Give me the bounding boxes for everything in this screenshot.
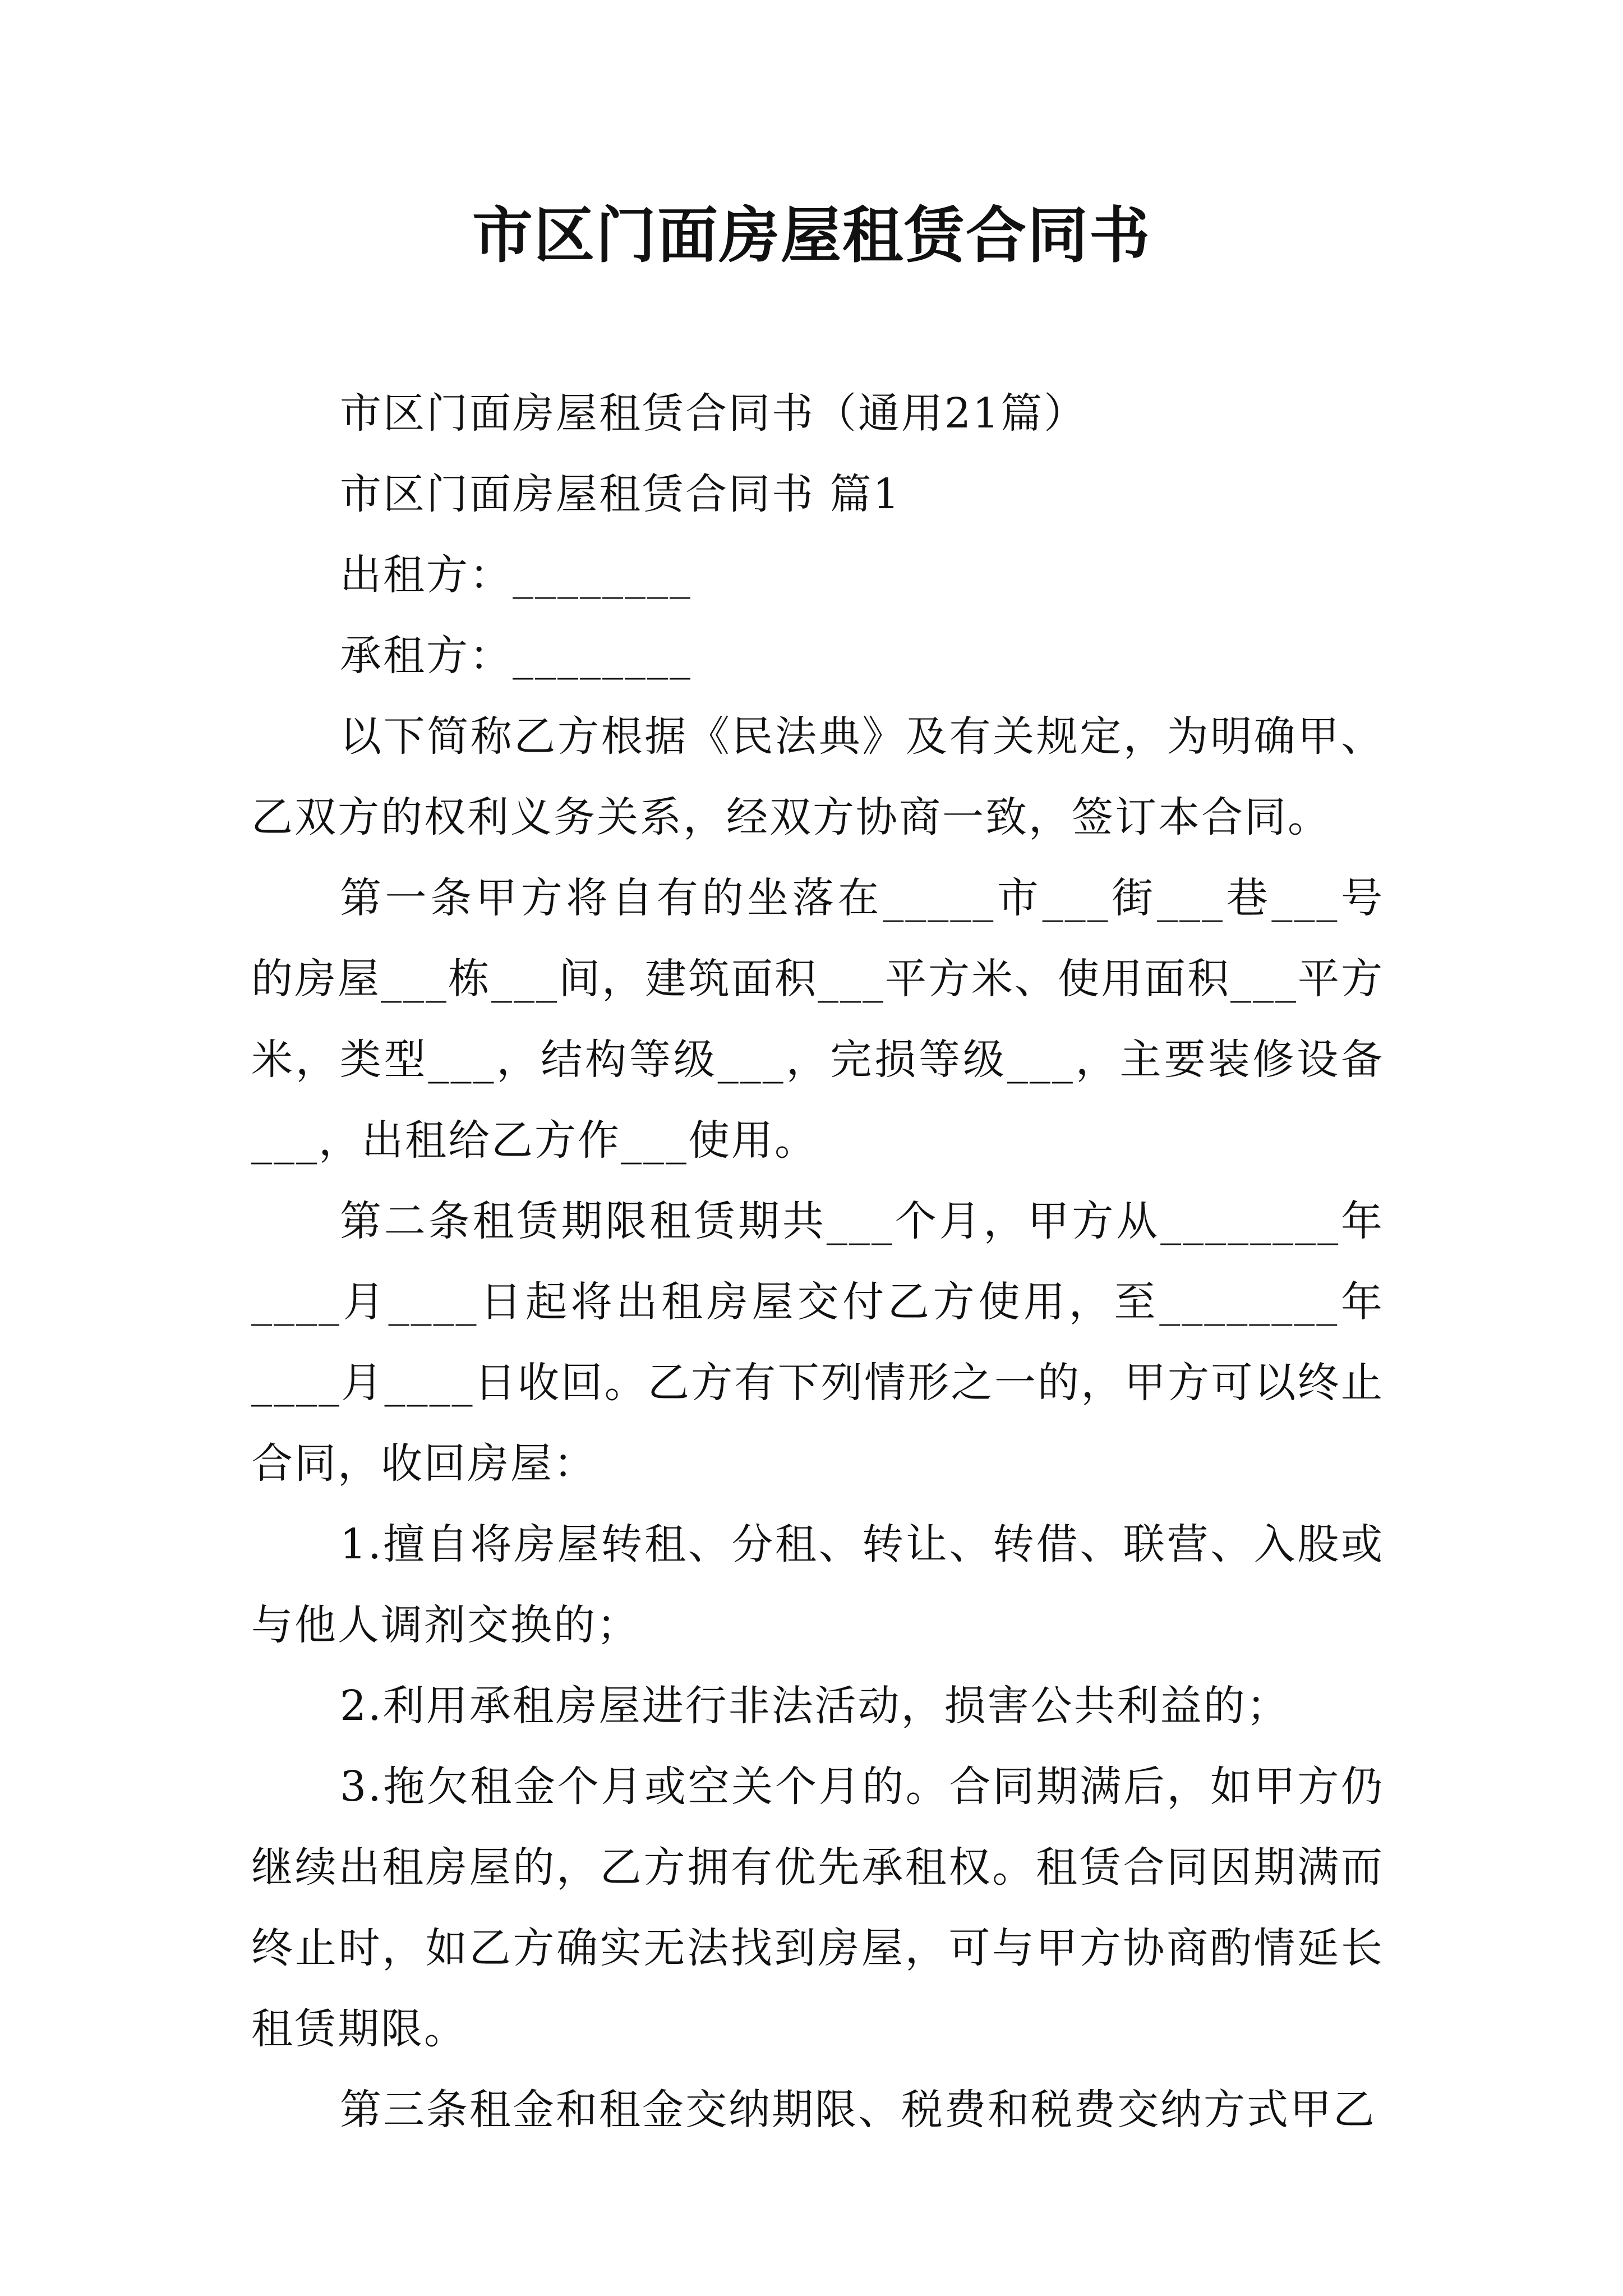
lessee-field: 承租方：________ — [340, 632, 692, 680]
clause-3-paragraph: 3.拖欠租金个月或空关个月的。合同期满后，如甲方仍继续出租房屋的，乙方拥有优先承租权。租赁合同因期满而终止时，如乙方确实无法找到房屋，可与甲方协商酌情延长租赁期限。 — [251, 1763, 1384, 2053]
article-1-paragraph: 第一条甲方将自有的坐落在_____市___街___巷___号的房屋___栋___间，建筑面积___平方米、使用面积___平方米，类型___，结构等级___，完损等级___，主要装修设备___，出租给乙方作___使用。 — [251, 874, 1384, 1165]
clause-1-paragraph: 1.擅自将房屋转租、分租、转让、转借、联营、入股或与他人调剂交换的； — [251, 1520, 1384, 1649]
article-2-paragraph: 第二条租赁期限租赁期共___个月，甲方从________年____月____日起将出租房屋交付乙方使用，至________年____月____日收回。乙方有下列情形之一的，甲方可以终止合同，收回房屋： — [251, 1197, 1384, 1488]
document-body — [251, 373, 1384, 2150]
article-3-paragraph: 第三条租金和租金交纳期限、税费和税费交纳方式甲乙 — [340, 2086, 1376, 2134]
lessor-field: 出租方：________ — [340, 551, 692, 599]
document-title: 市区门面房屋租赁合同书 — [472, 200, 1151, 271]
subtitle-paragraph: 市区门面房屋租赁合同书（通用21篇） — [340, 389, 1087, 438]
preamble-paragraph: 以下简称乙方根据《民法典》及有关规定，为明确甲、乙双方的权利义务关系，经双方协商一致，签订本合同。 — [251, 712, 1384, 841]
clause-2-paragraph: 2.利用承租房屋进行非法活动，损害公共利益的； — [340, 1682, 1290, 1730]
section-heading: 市区门面房屋租赁合同书 篇1 — [340, 470, 901, 518]
